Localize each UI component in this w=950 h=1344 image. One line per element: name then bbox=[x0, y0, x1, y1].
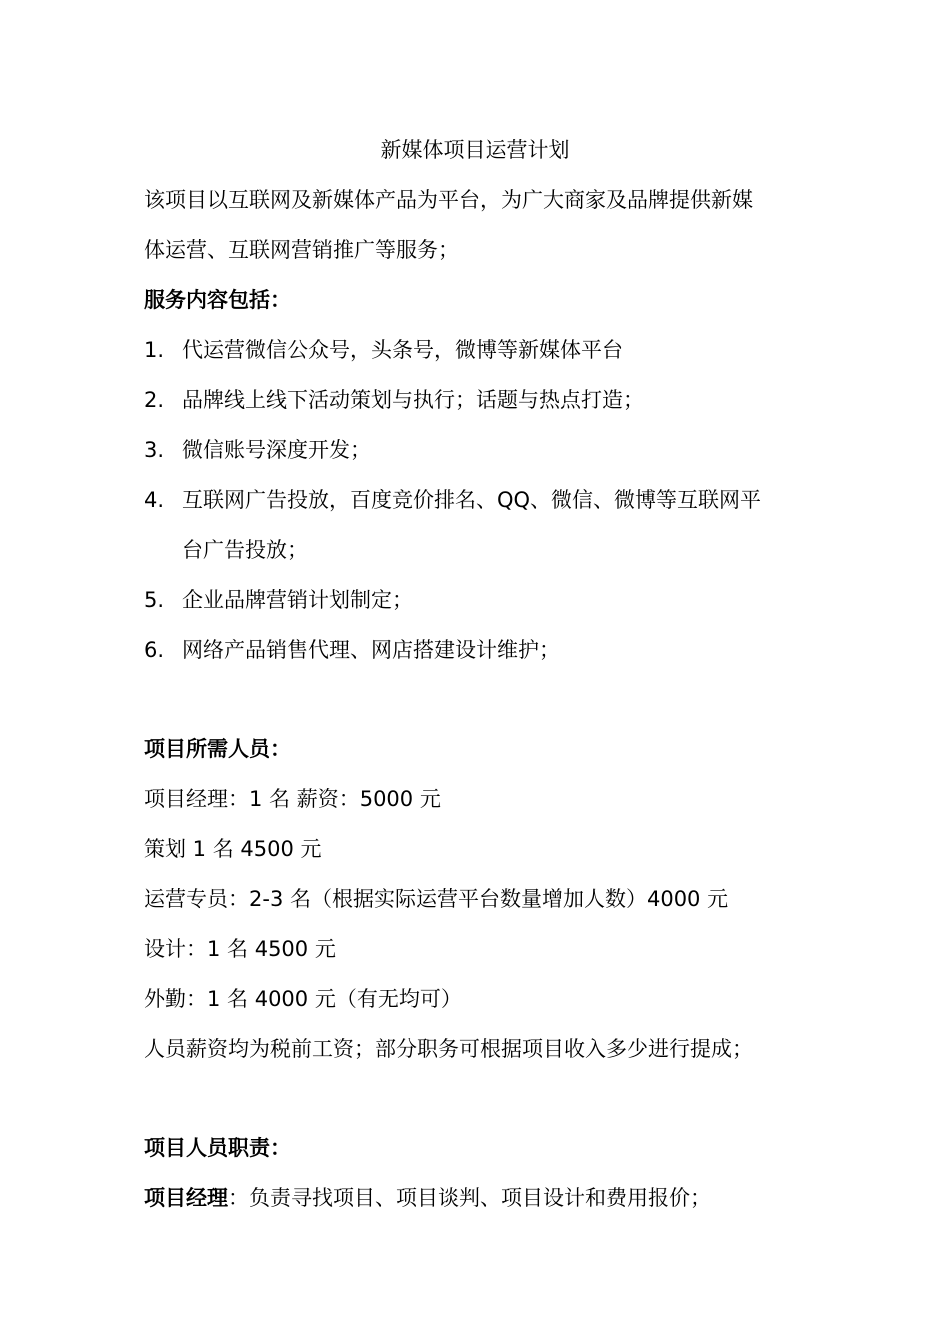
service-item-6 bbox=[144, 636, 560, 664]
service-item-3 bbox=[144, 436, 371, 464]
list-number: 3. bbox=[144, 438, 165, 462]
duty-role: 项目经理 bbox=[144, 1186, 228, 1210]
staff-line-planner: 策划 1 名 4500 元 bbox=[144, 837, 322, 861]
staff-line-designer: 设计：1 名 4500 元 bbox=[144, 937, 336, 961]
service-item-5 bbox=[144, 586, 413, 614]
list-item-text: 品牌线上线下活动策划与执行；话题与热点打造； bbox=[182, 388, 644, 412]
list-number: 4. bbox=[144, 488, 165, 512]
service-item-4 bbox=[144, 486, 761, 514]
staff-salary-note: 人员薪资均为税前工资；部分职务可根据项目收入多少进行提成； bbox=[144, 1037, 753, 1061]
list-item-text: 微信账号深度开发； bbox=[182, 438, 371, 462]
services-heading: 服务内容包括： bbox=[144, 288, 291, 312]
service-item-1 bbox=[144, 336, 623, 364]
list-number: 5. bbox=[144, 588, 165, 612]
duties-heading: 项目人员职责： bbox=[144, 1136, 291, 1160]
list-number: 2. bbox=[144, 388, 165, 412]
intro-paragraph-line-1: 该项目以互联网及新媒体产品为平台，为广大商家及品牌提供新媒 bbox=[144, 188, 753, 212]
service-item-4-continuation: 台广告投放； bbox=[182, 538, 308, 562]
list-item-text: 企业品牌营销计划制定； bbox=[182, 588, 413, 612]
list-item-text: 代运营微信公众号，头条号，微博等新媒体平台 bbox=[182, 338, 623, 362]
staff-line-operations: 运营专员：2-3 名（根据实际运营平台数量增加人数）4000 元 bbox=[144, 887, 729, 911]
service-item-2 bbox=[144, 386, 644, 414]
document-title: 新媒体项目运营计划 bbox=[380, 138, 570, 162]
list-item-text: 互联网广告投放，百度竞价排名、QQ、微信、微博等互联网平 bbox=[182, 488, 762, 512]
staff-heading: 项目所需人员： bbox=[144, 737, 291, 761]
duty-text: ：负责寻找项目、项目谈判、项目设计和费用报价； bbox=[228, 1186, 711, 1210]
list-number: 6. bbox=[144, 638, 165, 662]
list-number: 1. bbox=[144, 338, 165, 362]
staff-line-project-manager: 项目经理：1 名 薪资：5000 元 bbox=[144, 787, 441, 811]
list-item-text: 网络产品销售代理、网店搭建设计维护； bbox=[182, 638, 560, 662]
intro-paragraph-line-2: 体运营、互联网营销推广等服务； bbox=[144, 238, 459, 262]
duty-project-manager bbox=[144, 1184, 711, 1212]
staff-line-field: 外勤：1 名 4000 元（有无均可） bbox=[144, 987, 462, 1011]
